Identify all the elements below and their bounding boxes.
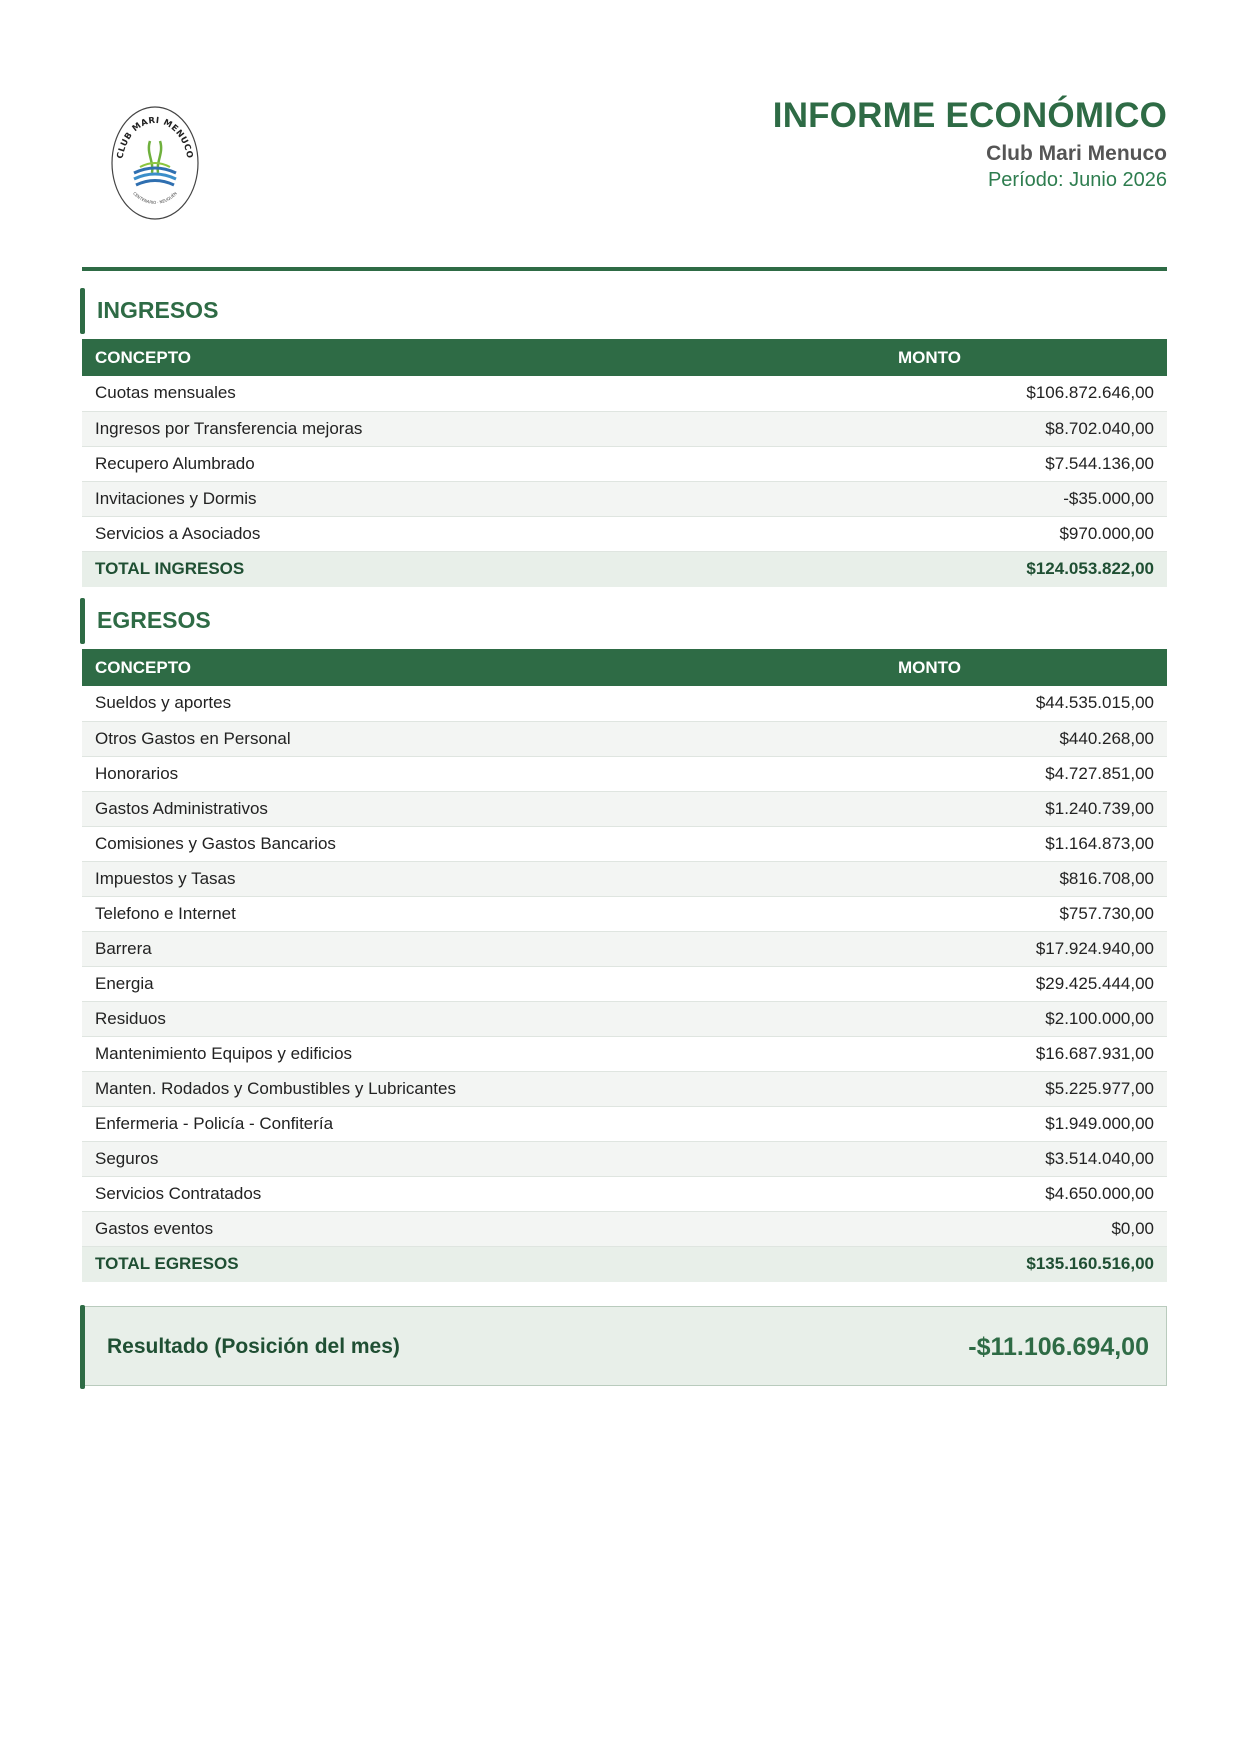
table-row <box>82 686 1167 721</box>
row-concept: Cuotas mensuales <box>82 376 887 411</box>
table-row <box>82 1071 1167 1106</box>
table-header-row <box>82 339 1167 376</box>
table-row <box>82 721 1167 756</box>
table-row <box>82 481 1167 516</box>
row-amount: $3.514.040,00 <box>887 1141 1167 1176</box>
row-amount: -$35.000,00 <box>887 481 1167 516</box>
row-concept: Invitaciones y Dormis <box>82 481 887 516</box>
row-amount: $106.872.646,00 <box>887 376 1167 411</box>
row-concept: Barrera <box>82 931 887 966</box>
row-concept: Gastos Administrativos <box>82 791 887 826</box>
table-row <box>82 896 1167 931</box>
svg-text:CLUB MARI MENUCO: CLUB MARI MENUCO <box>115 115 195 160</box>
ingresos-title: INGRESOS <box>82 286 1167 334</box>
row-amount: $7.544.136,00 <box>887 446 1167 481</box>
row-concept: Impuestos y Tasas <box>82 861 887 896</box>
table-row <box>82 791 1167 826</box>
club-name: Club Mari Menuco <box>986 142 1167 165</box>
title-block <box>773 96 1167 192</box>
club-logo <box>110 105 200 222</box>
result-label: Resultado (Posición del mes) <box>107 1335 400 1358</box>
row-amount: $440.268,00 <box>887 721 1167 756</box>
row-concept: Servicios a Asociados <box>82 516 887 551</box>
row-concept: Energia <box>82 966 887 1001</box>
table-row <box>82 861 1167 896</box>
col-monto: MONTO <box>887 339 1167 376</box>
row-amount: $970.000,00 <box>887 516 1167 551</box>
row-amount: $8.702.040,00 <box>887 411 1167 446</box>
total-label: TOTAL EGRESOS <box>82 1246 887 1282</box>
row-concept: Manten. Rodados y Combustibles y Lubricantes <box>82 1071 887 1106</box>
row-concept: Sueldos y aportes <box>82 686 887 721</box>
table-row <box>82 516 1167 551</box>
row-amount: $4.650.000,00 <box>887 1176 1167 1211</box>
result-value: -$11.106.694,00 <box>968 1333 1149 1361</box>
row-amount: $16.687.931,00 <box>887 1036 1167 1071</box>
table-row <box>82 931 1167 966</box>
col-concepto: CONCEPTO <box>82 649 887 686</box>
report-period: Período: Junio 2026 <box>987 169 1167 191</box>
row-amount: $4.727.851,00 <box>887 756 1167 791</box>
row-amount: $816.708,00 <box>887 861 1167 896</box>
table-row <box>82 1001 1167 1036</box>
total-label: TOTAL INGRESOS <box>82 551 887 587</box>
row-amount: $1.949.000,00 <box>887 1106 1167 1141</box>
row-concept: Servicios Contratados <box>82 1176 887 1211</box>
egresos-title: EGRESOS <box>82 596 1167 644</box>
row-concept: Gastos eventos <box>82 1211 887 1246</box>
row-amount: $1.164.873,00 <box>887 826 1167 861</box>
table-row <box>82 1036 1167 1071</box>
total-amount: $135.160.516,00 <box>887 1246 1167 1282</box>
row-concept: Honorarios <box>82 756 887 791</box>
total-row <box>82 551 1167 587</box>
table-row <box>82 446 1167 481</box>
ingresos-table <box>82 339 1167 587</box>
total-amount: $124.053.822,00 <box>887 551 1167 587</box>
row-concept: Ingresos por Transferencia mejoras <box>82 411 887 446</box>
table-header-row <box>82 649 1167 686</box>
table-row <box>82 1176 1167 1211</box>
row-amount: $2.100.000,00 <box>887 1001 1167 1036</box>
row-amount: $0,00 <box>887 1211 1167 1246</box>
row-amount: $29.425.444,00 <box>887 966 1167 1001</box>
table-row <box>82 1106 1167 1141</box>
row-amount: $44.535.015,00 <box>887 686 1167 721</box>
report-title: INFORME ECONÓMICO <box>772 96 1167 135</box>
row-concept: Telefono e Internet <box>82 896 887 931</box>
col-concepto: CONCEPTO <box>82 339 887 376</box>
row-concept: Otros Gastos en Personal <box>82 721 887 756</box>
row-concept: Seguros <box>82 1141 887 1176</box>
table-row <box>82 411 1167 446</box>
table-row <box>82 826 1167 861</box>
row-concept: Comisiones y Gastos Bancarios <box>82 826 887 861</box>
row-concept: Enfermeria - Policía - Confitería <box>82 1106 887 1141</box>
row-amount: $5.225.977,00 <box>887 1071 1167 1106</box>
table-row <box>82 756 1167 791</box>
header-divider <box>82 267 1167 271</box>
table-row <box>82 966 1167 1001</box>
table-row <box>82 1211 1167 1246</box>
row-concept: Residuos <box>82 1001 887 1036</box>
col-monto: MONTO <box>887 649 1167 686</box>
svg-text:CENTENARIO · NEUQUÉN: CENTENARIO · NEUQUÉN <box>132 190 178 205</box>
egresos-table <box>82 649 1167 1282</box>
table-row <box>82 376 1167 411</box>
row-amount: $757.730,00 <box>887 896 1167 931</box>
row-concept: Mantenimiento Equipos y edificios <box>82 1036 887 1071</box>
table-row <box>82 1141 1167 1176</box>
egresos-section <box>82 596 1167 1282</box>
total-row <box>82 1246 1167 1282</box>
result-box <box>82 1306 1167 1386</box>
row-amount: $17.924.940,00 <box>887 931 1167 966</box>
row-amount: $1.240.739,00 <box>887 791 1167 826</box>
row-concept: Recupero Alumbrado <box>82 446 887 481</box>
ingresos-section <box>82 286 1167 587</box>
report-header <box>82 90 1167 265</box>
